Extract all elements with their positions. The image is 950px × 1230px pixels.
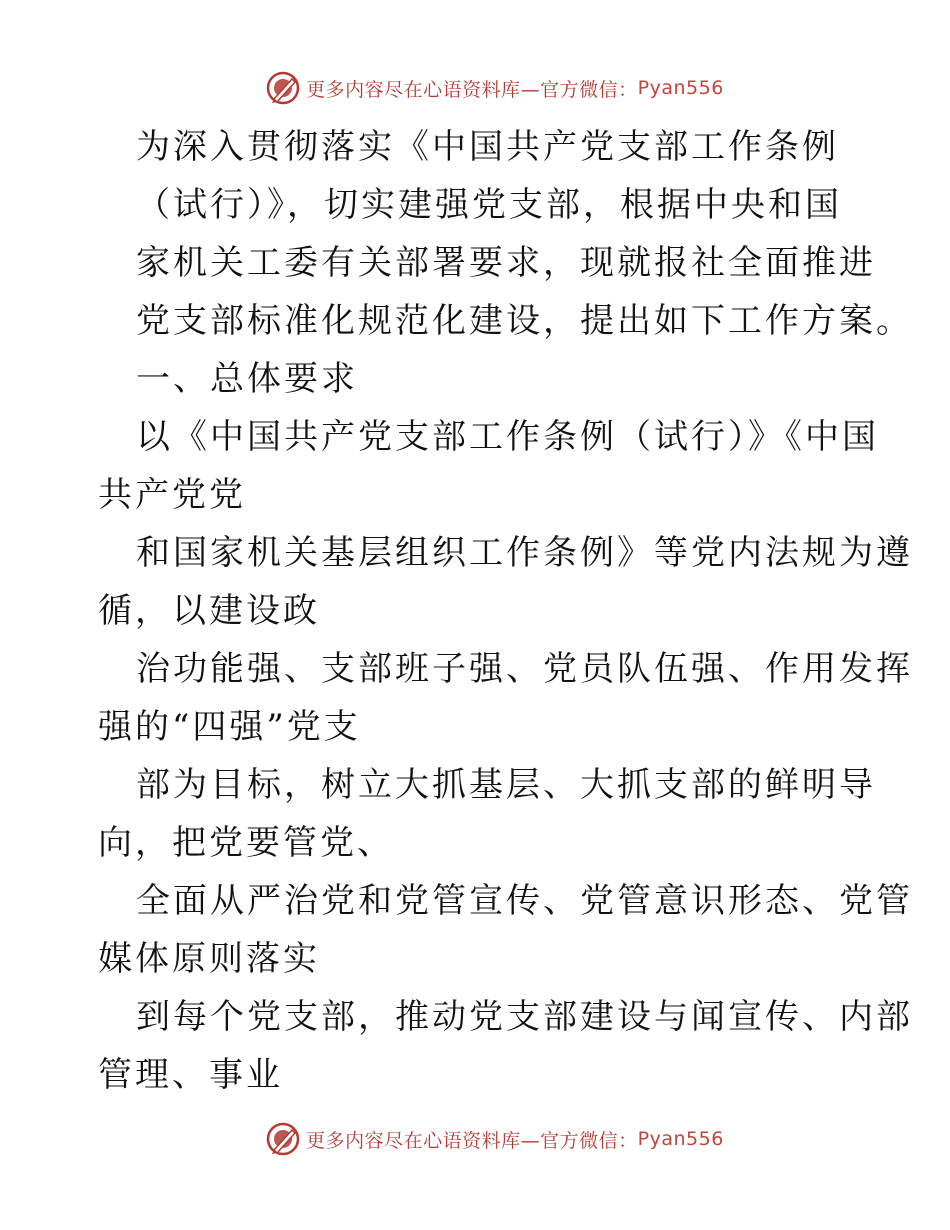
text-line: （试行）》，切实建强党支部，根据中央和国 — [136, 185, 842, 225]
text-line: 管理、事业 — [98, 1055, 283, 1095]
text-line: 共产党党 — [98, 475, 246, 515]
text-line: 家机关工委有关部署要求，现就报社全面推进 — [136, 243, 876, 283]
text-line: 向，把党要管党、 — [98, 823, 394, 863]
text-line: 循，以建设政 — [98, 591, 320, 631]
pen-logo-icon — [266, 1122, 300, 1156]
watermark-wechat-id: Pyan556 — [637, 1128, 724, 1150]
text-line: 到每个党支部，推动党支部建设与闻宣传、内部 — [136, 997, 913, 1037]
text-line: 以《中国共产党支部工作条例（试行）》《中国 — [136, 417, 879, 457]
section-heading: 一、总体要求 — [136, 359, 358, 399]
text-line: 强的“四强”党支 — [98, 707, 361, 747]
text-line: 治功能强、支部班子强、党员队伍强、作用发挥 — [136, 649, 913, 689]
text-line: 全面从严治党和党管宣传、党管意识形态、党管 — [136, 881, 913, 921]
document-body — [98, 118, 913, 1104]
watermark-text: 更多内容尽在心语资料库—官方微信： — [306, 78, 638, 101]
watermark-text: 更多内容尽在心语资料库—官方微信： — [306, 1129, 638, 1152]
footer-watermark — [0, 1119, 950, 1159]
header-watermark — [0, 68, 950, 108]
pen-logo-icon — [266, 71, 300, 105]
text-line: 部为目标，树立大抓基层、大抓支部的鲜明导 — [136, 765, 876, 805]
text-line: 党支部标准化规范化建设，提出如下工作方案。 — [136, 301, 913, 341]
text-line: 媒体原则落实 — [98, 939, 320, 979]
watermark-wechat-id: Pyan556 — [637, 77, 724, 99]
text-line: 和国家机关基层组织工作条例》等党内法规为遵 — [136, 533, 913, 573]
text-line: 为深入贯彻落实《中国共产党支部工作条例 — [136, 127, 839, 167]
